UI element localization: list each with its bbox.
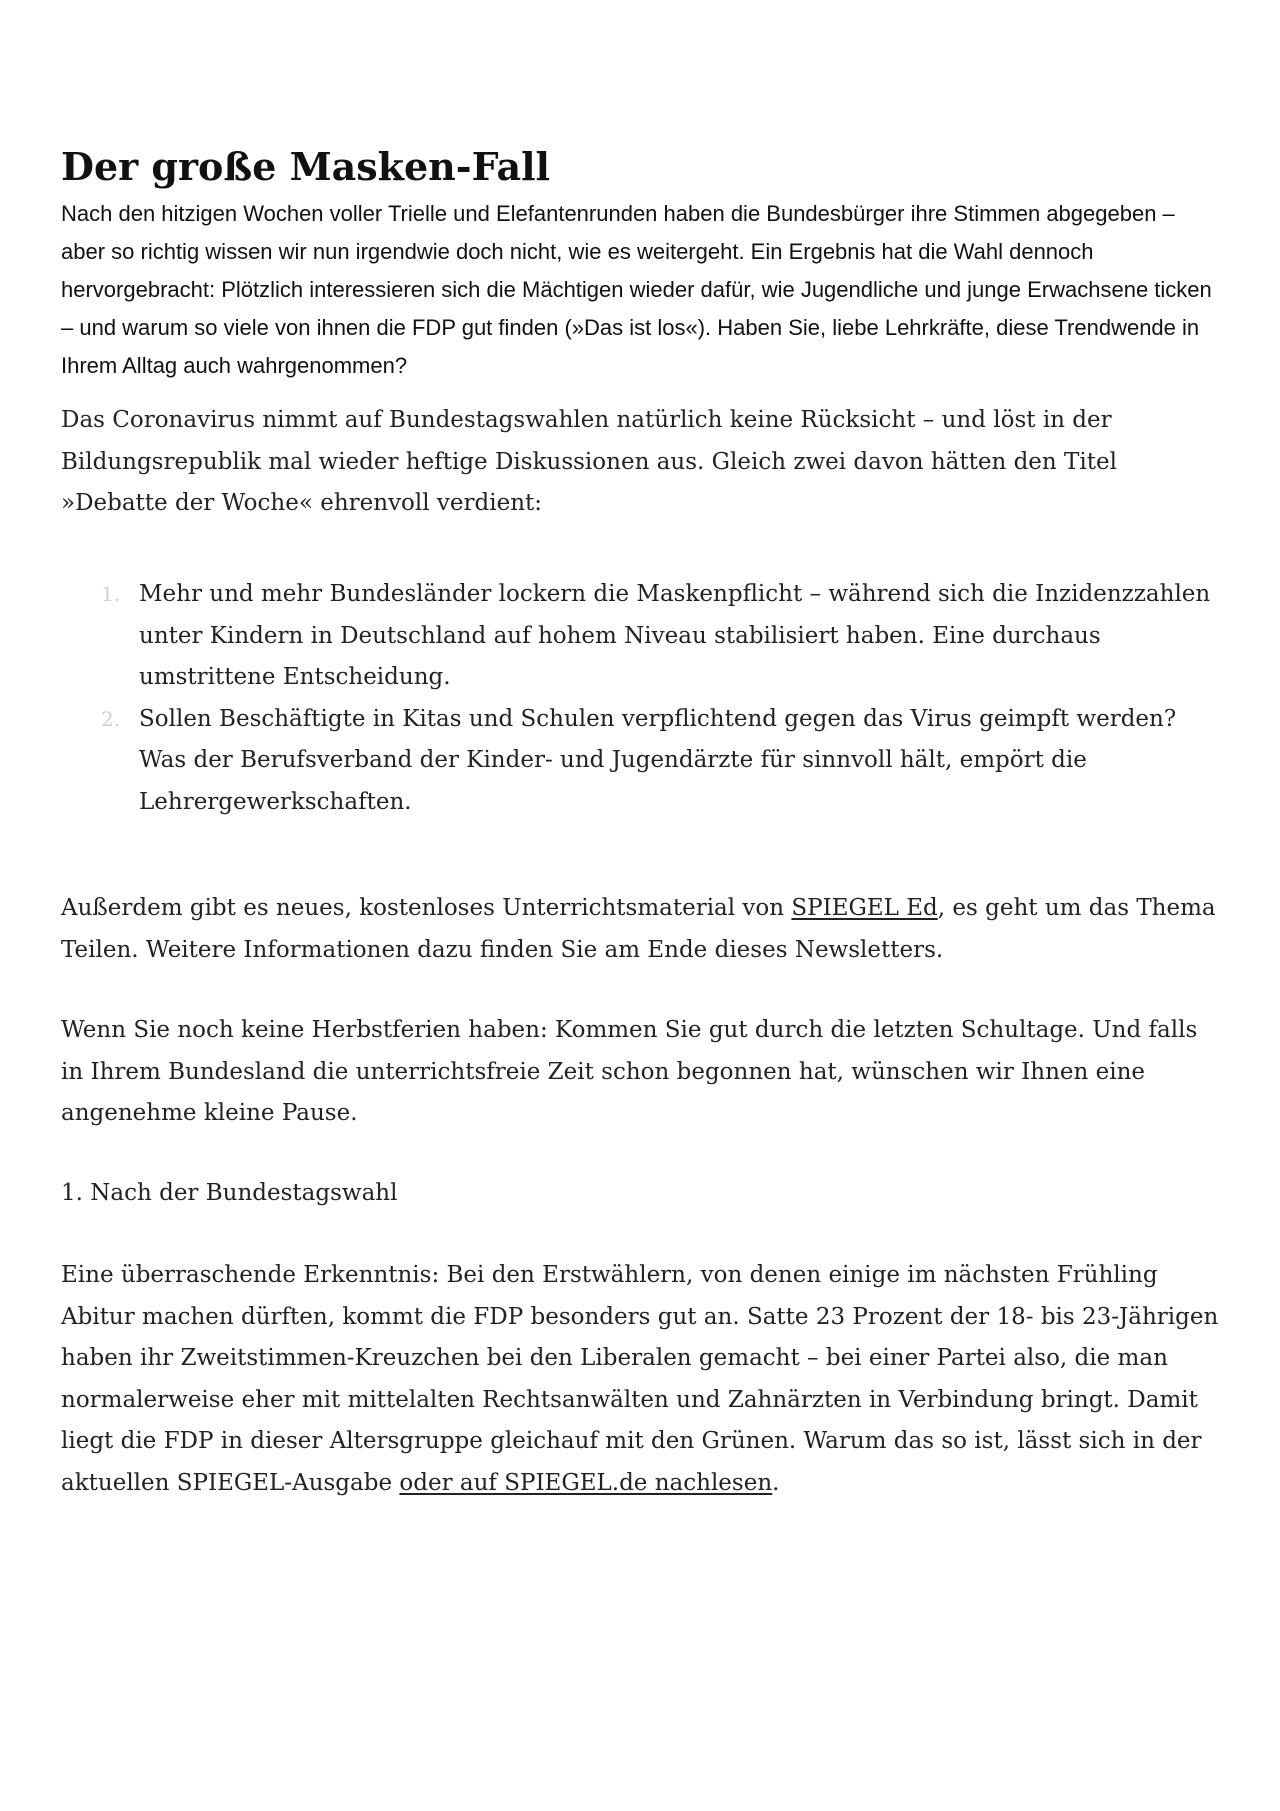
list-item	[61, 699, 1221, 824]
list-number: 2.	[101, 706, 121, 731]
debate-list	[61, 574, 1221, 823]
section-body-end: .	[772, 1469, 780, 1496]
article-headline: Der große Masken-Fall	[61, 144, 550, 189]
material-text: Außerdem gibt es neues, kostenloses Unterrichtsmaterial von	[61, 895, 792, 921]
material-text-end: , es geht um das Thema Teilen. Weitere Informationen dazu finden Sie am Ende dieses Newsletters.	[61, 895, 1216, 963]
section-body-text: Eine überraschende Erkenntnis: Bei den Erstwählern, von denen einige im nächsten Frühling Abitur machen dürften, kommt die FDP besonders gut an. Satte 23 Prozent der 18- bis 23-Jährigen haben ihr Zweitstimmen-Kreuzchen bei den Liberalen gemacht – bei einer Partei also, die man normalerweise eher mit mittelalten Rechtsanwälten und Zahnärzten in Verbindung bringt. Damit liegt die FDP in dieser Altersgruppe gleichauf mit den Grünen. Warum das so ist, lässt sich in der aktuellen SPIEGEL-Ausgabe	[61, 1262, 1219, 1496]
list-item-text: Mehr und mehr Bundesländer lockern die Maskenpflicht – während sich die Inzidenzzahlen unter Kindern in Deutschland auf hohem Niveau stabilisiert haben. Eine durchaus umstrittene Entscheidung.	[139, 581, 1211, 690]
material-paragraph	[61, 888, 1221, 971]
intro-paragraph: Das Coronavirus nimmt auf Bundestagswahlen natürlich keine Rücksicht – und löst in der Bildungsrepublik mal wieder heftige Diskussionen aus. Gleich zwei davon hätten den Titel »Debatte der Woche« ehrenvoll verdient:	[61, 407, 1117, 516]
section-body	[61, 1255, 1221, 1504]
list-number: 1.	[101, 582, 121, 606]
list-item	[61, 574, 1221, 699]
section-heading: 1. Nach der Bundestagswahl	[61, 1180, 398, 1206]
holidays-paragraph: Wenn Sie noch keine Herbstferien haben: Kommen Sie gut durch die letzten Schultage. Und falls in Ihrem Bundesland die unterrichtsfreie Zeit schon begonnen hat, wünschen wir Ihnen eine angenehme kleine Pause.	[61, 1017, 1198, 1126]
list-item-text: Sollen Beschäftigte in Kitas und Schulen verpflichtend gegen das Virus geimpft werden? Was der Berufsverband der Kinder- und Jugendärzte für sinnvoll hält, empört die Lehrergewerkschaften.	[139, 705, 1177, 815]
article-lead: Nach den hitzigen Wochen voller Trielle und Elefantenrunden haben die Bundesbürger ihre Stimmen abgegeben – aber so richtig wissen wir nun irgendwie doch nicht, wie es weitergeht. Ein Ergebnis hat die Wahl dennoch hervorgebracht: Plötzlich interessieren sich die Mächtigen wieder dafür, wie Jugendliche und junge Erwachsene ticken – und warum so viele von ihnen die FDP gut finden (»Das ist los«). Haben Sie, liebe Lehrkräfte, diese Trendwende in Ihrem Alltag auch wahrgenommen?	[61, 201, 1212, 378]
spiegel-ed-link[interactable]: SPIEGEL Ed	[791, 895, 938, 921]
spiegel-de-link[interactable]: oder auf SPIEGEL.de nachlesen	[399, 1469, 773, 1496]
